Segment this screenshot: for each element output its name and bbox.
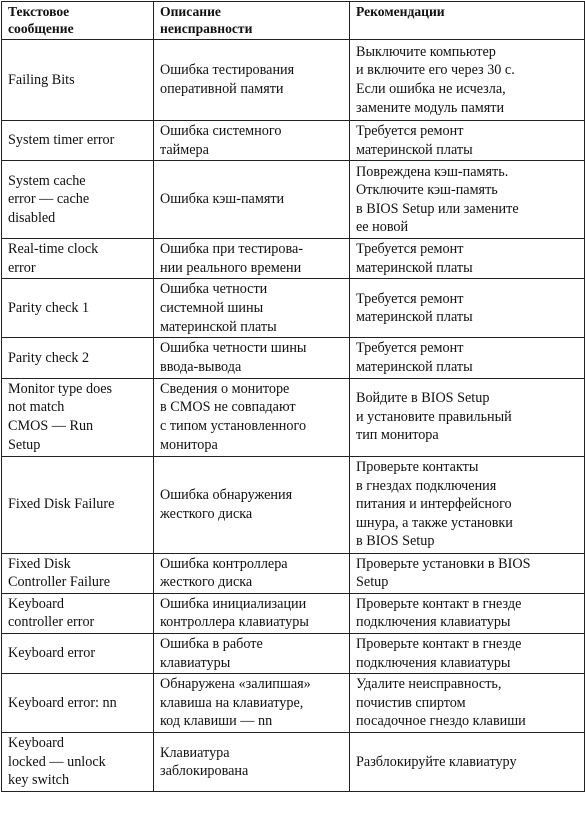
recommendation-cell: [350, 40, 585, 121]
message-cell-text: System timer error: [8, 132, 115, 149]
table-row: [2, 40, 585, 121]
recommendation-cell-text: Проверьте контакт в гнезде подключения клавиатуры: [356, 595, 522, 631]
message-cell-text: Failing Bits: [8, 71, 75, 88]
description-cell: [154, 161, 350, 239]
description-cell: [154, 378, 350, 456]
recommendation-cell-text: Проверьте контакт в гнезде подключения клавиатуры: [356, 635, 522, 671]
recommendation-cell-text: Требуется ремонт материнской платы: [356, 340, 473, 375]
message-cell-text: Parity check 1: [8, 300, 90, 317]
table-row: [2, 456, 585, 553]
recommendation-cell: [350, 239, 585, 279]
recommendation-cell-text: Повреждена кэш-память. Отключите кэш-память в BIOS Setup или замените ее новой: [356, 163, 519, 236]
recommendation-cell-text: Проверьте установки в BIOS Setup: [356, 555, 531, 591]
message-cell: [2, 456, 154, 553]
table-row: [2, 674, 585, 733]
message-cell: [2, 593, 154, 633]
header-description: Описание неисправности: [154, 2, 350, 40]
description-cell: [154, 456, 350, 553]
description-cell-text: Ошибка четности системной шины материнской платы: [160, 281, 277, 335]
recommendation-cell: [350, 378, 585, 456]
description-cell-text: Ошибка при тестирова- нии реального времени: [160, 241, 303, 276]
header-recommendations: Рекомендации: [350, 2, 585, 40]
recommendation-cell: [350, 674, 585, 733]
description-cell: [154, 733, 350, 792]
table-row: [2, 733, 585, 792]
description-cell: [154, 239, 350, 279]
description-cell-text: Ошибка инициализации контроллера клавиатуры: [160, 595, 309, 631]
message-cell: [2, 674, 154, 733]
message-cell-text: Fixed Disk Failure: [8, 496, 115, 513]
table-row: [2, 553, 585, 593]
recommendation-cell-text: Требуется ремонт материнской платы: [356, 123, 473, 158]
message-cell-text: Parity check 2: [8, 349, 90, 366]
message-cell-text: Keyboard error: nn: [8, 694, 117, 711]
table-row: [2, 161, 585, 239]
table-body: [2, 40, 585, 792]
recommendation-cell: [350, 279, 585, 338]
message-cell: [2, 239, 154, 279]
description-cell: [154, 553, 350, 593]
description-cell: [154, 40, 350, 121]
recommendation-cell-text: Проверьте контакты в гнездах подключения питания и интерфейсного шнура, а также установки в BIOS Setup: [356, 459, 513, 550]
recommendation-cell-text: Разблокируйте клавиатуру: [356, 753, 517, 770]
description-cell: [154, 633, 350, 673]
recommendation-cell: [350, 338, 585, 378]
message-cell-text: Keyboard controller error: [8, 595, 95, 631]
recommendation-cell: [350, 593, 585, 633]
description-cell-text: Ошибка обнаружения жесткого диска: [160, 486, 293, 522]
message-cell: [2, 279, 154, 338]
description-cell-text: Ошибка четности шины ввода-вывода: [160, 340, 307, 375]
message-cell-text: Fixed Disk Controller Failure: [8, 555, 111, 591]
recommendation-cell: [350, 456, 585, 553]
message-cell-text: Monitor type does not match CMOS — Run Setup: [8, 380, 113, 453]
table-header: [2, 2, 585, 40]
recommendation-cell-text: Войдите в BIOS Setup и установите правильный тип монитора: [356, 390, 512, 444]
recommendation-cell-text: Выключите компьютер и включите его через 30 с. Если ошибка не исчезла, замените модуль памяти: [356, 43, 515, 116]
recommendation-cell: [350, 121, 585, 161]
description-cell-text: Ошибка контроллера жесткого диска: [160, 555, 288, 591]
message-cell: [2, 633, 154, 673]
description-cell-text: Клавиатура заблокирована: [160, 744, 249, 780]
description-cell: [154, 674, 350, 733]
message-cell-text: System cache error — cache disabled: [8, 172, 90, 226]
description-cell: [154, 593, 350, 633]
description-cell: [154, 338, 350, 378]
table-row: [2, 121, 585, 161]
table-row: [2, 338, 585, 378]
table-row: [2, 279, 585, 338]
message-cell: [2, 161, 154, 239]
header-row: [2, 2, 585, 40]
recommendation-cell: [350, 733, 585, 792]
message-cell: [2, 378, 154, 456]
table-row: [2, 633, 585, 673]
description-cell-text: Ошибка кэш-памяти: [160, 191, 285, 208]
recommendation-cell: [350, 161, 585, 239]
message-cell: [2, 338, 154, 378]
description-cell-text: Ошибка в работе клавиатуры: [160, 635, 263, 671]
message-cell: [2, 733, 154, 792]
recommendation-cell-text: Требуется ремонт материнской платы: [356, 241, 473, 276]
recommendation-cell: [350, 633, 585, 673]
recommendation-cell-text: Требуется ремонт материнской платы: [356, 290, 473, 326]
description-cell: [154, 279, 350, 338]
recommendation-cell-text: Удалите неисправность, почистив спиртом посадочное гнездо клавиши: [356, 676, 526, 730]
description-cell: [154, 121, 350, 161]
message-cell-text: Real-time clock error: [8, 241, 99, 276]
message-cell: [2, 121, 154, 161]
description-cell-text: Сведения о мониторе в CMOS не совпадают с типом установленного монитора: [160, 380, 307, 453]
description-cell-text: Ошибка тестирования оперативной памяти: [160, 62, 295, 97]
message-cell: [2, 553, 154, 593]
header-message: Текстовое сообщение: [2, 2, 154, 40]
table-row: [2, 378, 585, 456]
message-cell-text: Keyboard locked — unlock key switch: [8, 735, 106, 789]
bios-error-table: [1, 1, 585, 792]
message-cell-text: Keyboard error: [8, 645, 96, 662]
table-row: [2, 593, 585, 633]
table-row: [2, 239, 585, 279]
description-cell-text: Обнаружена «залипшая» клавиша на клавиатуре, код клавиши — nn: [160, 676, 311, 730]
recommendation-cell: [350, 553, 585, 593]
message-cell: [2, 40, 154, 121]
description-cell-text: Ошибка системного таймера: [160, 123, 282, 158]
